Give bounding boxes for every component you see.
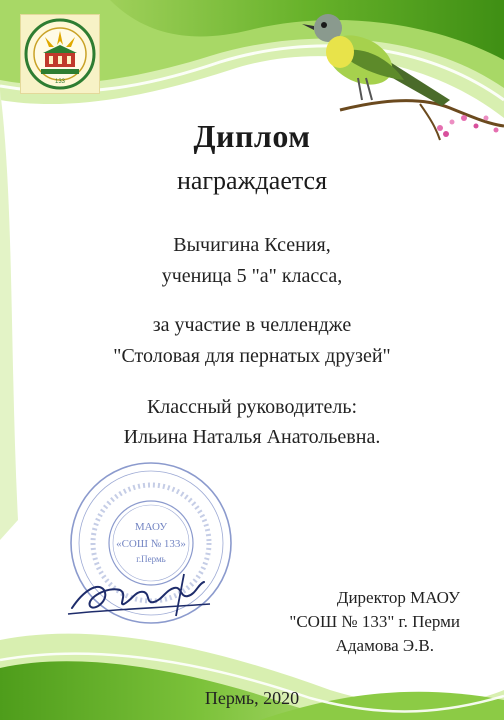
recipient-name: Вычигина Ксения, <box>173 234 331 256</box>
director-signature <box>64 560 214 630</box>
director-title: Директор МАОУ <box>336 588 460 607</box>
recipient-class: ученица 5 "а" класса, <box>161 265 343 287</box>
certificate-title: Диплом <box>193 118 311 154</box>
stamp-line3: г.Пермь <box>136 554 166 564</box>
director-school: "СОШ № 133" г. Перми <box>289 612 460 631</box>
stamp-line1: МАОУ <box>134 521 168 533</box>
award-reason-line2: "Столовая для пернатых друзей" <box>113 345 391 367</box>
award-reason-line1: за участие в челлендже <box>152 314 352 336</box>
svg-text:133: 133 <box>54 79 66 85</box>
school-logo <box>20 14 100 94</box>
certificate-subtitle: награждается <box>176 166 328 195</box>
stamp-line2: «СОШ № 133» <box>116 538 186 550</box>
teacher-role: Классный руководитель: <box>146 396 358 418</box>
city-year: Пермь, 2020 <box>204 688 300 708</box>
director-name: Адамова Э.В. <box>335 636 434 655</box>
teacher-name: Ильина Наталья Анатольевна. <box>123 426 381 448</box>
